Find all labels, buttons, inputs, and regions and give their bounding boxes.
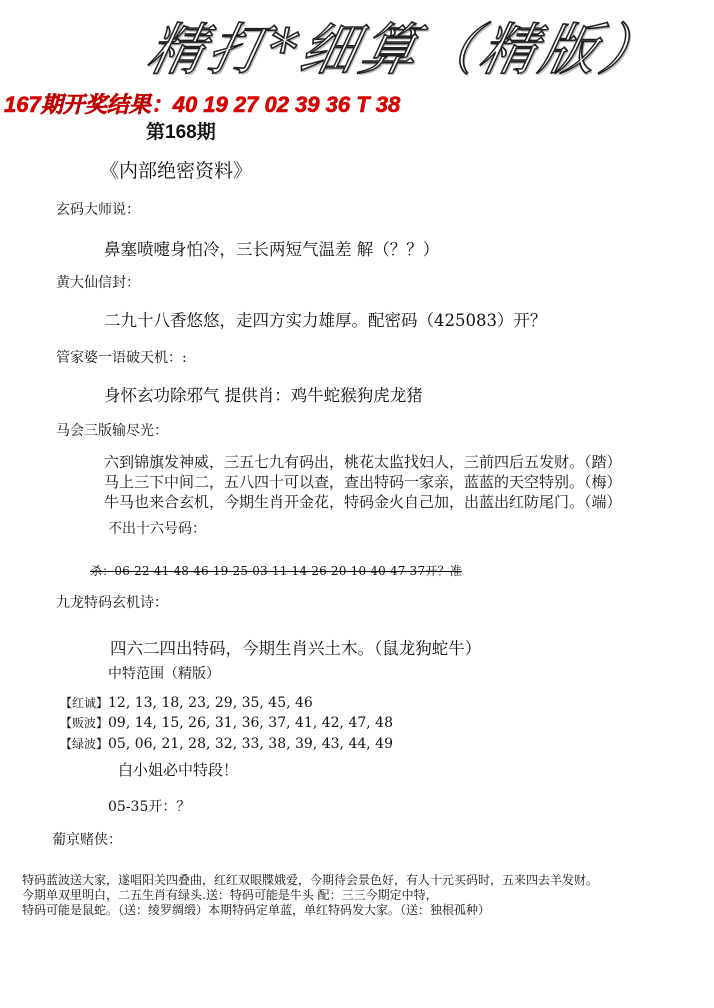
footer-line-3: 特码可能是鼠蛇。（送：绫罗绸缎）本期特码定单蓝，单红特码发大家。（送：独根孤种） [22,903,491,917]
range-row-green [60,733,393,752]
xuanma-riddle: 鼻塞喷嚏身怕冷，三长两短气温差 解（？？） [104,240,440,259]
huangdaxian-label: 黄大仙信封： [56,275,140,291]
guanjiapo-label: 管家婆一语破天机：: [56,350,187,366]
range-row-numbers: 09, 14, 15, 26, 31, 36, 37, 41, 42, 47, 48 [108,715,393,731]
range-row-numbers: 12, 13, 18, 23, 29, 35, 45, 46 [108,695,313,711]
range-title: 中特范围（精版） [108,666,220,682]
mahui-label: 马会三版输尽光： [56,423,168,439]
footer-line-1: 特码蓝波送大家，遂唱阳关四叠曲，红红双眼牒娥爱，今期待会景色好，有人十元买码时，五来四去羊发财。 [22,873,599,887]
jiulong-label: 九龙特码玄机诗： [56,595,168,611]
header-banner-title: 精打*细算（精版） [141,18,668,83]
jiulong-poem: 四六二四出特码，今期生肖兴土木。（鼠龙狗蛇牛） [110,639,482,658]
guanjiapo-text: 身怀玄功除邪气 提供肖：鸡牛蛇猴狗虎龙猪 [104,386,423,405]
huangdaxian-text: 二九十八香悠悠，走四方实力雄厚。配密码（425083）开？ [104,311,547,330]
footer-line-2: 今期单双里明白，二五生肖有绿头.送：特码可能是牛头 配：三三今期定中特， [22,888,438,902]
range-row-tag: 【贩波】 [60,716,109,730]
mahui-line-2: 马上三下中间二，五八四十可以查，查出特码一家亲，蓝蓝的天空特别。（梅） [104,473,622,491]
kill-numbers-line: 杀：06 22 41 48 46 19 25 03 11 14 26 20 10 40 47 37开？准 [90,564,462,578]
pujing-label: 葡京赌侠： [52,832,122,848]
range-open-text: 05-35开：？ [108,799,191,815]
baixiaojie-text: 白小姐必中特段！ [118,761,239,779]
issue-number: 第168期 [146,122,216,143]
range-row-red [60,692,313,711]
range-row-tag: 【红诚】 [60,696,109,710]
previous-result-line: 167期开奖结果：40 19 27 02 39 36 T 38 [4,92,401,117]
range-row-numbers: 05, 06, 21, 28, 32, 33, 38, 39, 43, 44, 49 [108,736,393,752]
no-sixteen-label: 不出十六号码： [108,521,206,537]
xuanma-label: 玄码大师说： [56,202,140,218]
mahui-line-1: 六到锦旗发神威，三五七九有码出，桃花太监找妇人，三前四后五发财。（踏） [104,453,622,471]
range-row-blue [60,712,393,731]
mahui-line-3: 牛马也来合玄机，今期生肖开金花，特码金火自己加，出蓝出红防尾门。（端） [104,493,622,511]
range-row-tag: 【绿波】 [60,737,109,751]
document-heading: 《内部绝密资料》 [100,160,253,182]
